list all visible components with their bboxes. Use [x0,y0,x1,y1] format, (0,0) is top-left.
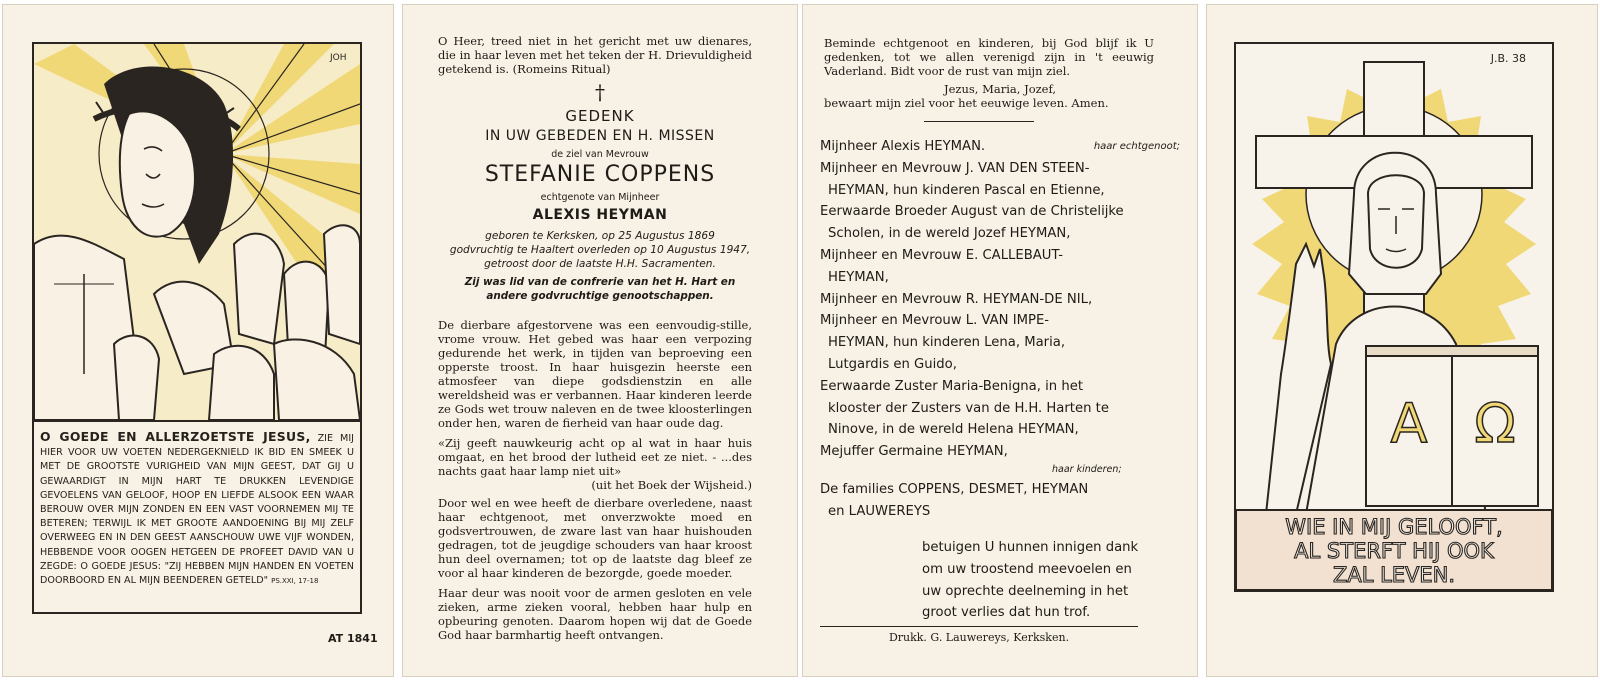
prayer-lead: O GOEDE EN ALLERZOETSTE JESUS, [40,429,311,444]
gedenk-heading: GEDENK [565,107,635,125]
children-note: haar kinderen; [1052,464,1122,475]
spouse-name: ALEXIS HEYMAN [532,207,668,223]
thanks-text [922,537,1162,624]
panel-holy-image [2,4,394,677]
omega-letter: Ω [1474,392,1516,455]
family-line: Lutgardis en Guido, [828,356,957,372]
printer-divider [820,626,1138,627]
thanks-line: om uw troostend meevoelen en [922,561,1132,577]
panel-obituary [402,4,798,677]
card-number: AT 1841 [328,632,378,645]
image-frame [32,42,362,614]
family-line: Eerwaarde Broeder August van de Christelijke [820,204,1124,220]
image-frame [1234,42,1554,592]
biography-paragraph: De dierbare afgestorvene was een eenvoudig-stille, vrome vrouw. Het gebed was haar een verpozing gedurende het werk, in tijden van beproeving een opperste troost. In haar huisgezin heerste een atmosfeer van diepe godsdienstzin en alle wereldsheid was er verbannen. Haar kinderen leerde ze Gods wet trouw naleven en de twee kloosterlingen onder hen, waren de fierheid van haar oude dag. [438,318,752,430]
verse-line-1: WIE IN MIJ GELOOFT, [1285,515,1503,539]
quote-source: (uit het Boek der Wijsheid.) [591,478,752,492]
printer-credit: Drukk. G. Lauwereys, Kerksken. [888,631,1070,644]
intro-prayer: O Heer, treed niet in het gericht met uw dienares, die in haar leven met het teken der H. Drievuldigheid getekend is. (Romeins Ritual) [438,34,752,76]
verse-line-2: AL STERFT HIJ OOK [1294,539,1494,563]
family-line: Ninove, in de wereld Helena HEYMAN, [828,422,1079,438]
family-line: Mijnheer en Mevrouw E. CALLEBAUT- [820,247,1064,263]
family-line: Mijnheer en Mevrouw R. HEYMAN-DE NIL, [820,291,1093,307]
sacraments-line: getroost door de laatste H.H. Sacramenten. [484,258,716,270]
deceased-name: STEFANIE COPPENS [484,162,716,187]
charity-paragraph: Haar deur was nooit voor de armen gesloten en vele zieken, arme zieken vooral, hebben haar hulp en opbeuring genoten. Daarom hopen wij dat de Goede God haar barmhartig heeft ontvangen. [438,586,752,642]
family-line: Mijnheer en Mevrouw J. VAN DEN STEEN- [820,160,1090,176]
ejaculation-1: Jezus, Maria, Jozef, [944,82,1056,96]
ejaculation-2: bewaart mijn ziel voor het eeuwige leven. Amen. [824,96,1109,110]
family-line: Mijnheer en Mevrouw L. VAN IMPE- [820,313,1050,329]
prayer-body: ZIE MIJ HIER VOOR UW VOETEN NEDERGEKNIELD IK BID EN SMEEK U MET DE GROOTSTE VURIGHEID VAN MIJN GEEST, DAT GIJ U GEWAARDIGT IN MIJN HART TE DRUKKEN LEVENDIGE GEVOELENS VAN GELOOF, HOOP EN LIEFDE ALSOOK EEN WAAR BEROUW OVER MIJN ZONDEN EN EEN VAST VOORNEMEN MIJ TE BETEREN; TERWIJL IK MET GROOTE AANDOENING BIJ MIJ ZELF OVERWEEG EN IN DEN GEEST AANSCHOUW UWE VIJF WONDEN, HEBBENDE VOOR OOGEN HETGEEN DE PROFEET DAVID VAN U ZEGDE: O GOEDE JESUS: "ZIJ HEBBEN MIJN HANDEN EN VOETEN DOORBOORD EN AL MIJN BEENDEREN GETELD" [40,433,354,587]
panel-christ-alpha-omega [1206,4,1598,677]
family-line: HEYMAN, hun kinderen Lena, Maria, [828,335,1066,351]
family-line: klooster der Zusters van de H.H. Harten te [828,400,1109,416]
family-line: HEYMAN, [828,269,889,285]
thanks-line: uw oprechte deelneming in het [922,583,1129,599]
prayer-note: PS.XXI, 17-18 [271,577,319,586]
tribute-paragraph: Door wel en wee heeft de dierbare overledene, naast haar echtgenoot, met onverzwokte moed en godsvertrouwen, de zware last van haar huishouden gedragen, tot de jeugdige schouders van haar kroost hun deel overnamen; tot op de laatste dag bleef ze voor al haar kinderen de bezorgde, goede moeder. [438,496,752,580]
membership: Zij was lid van de confrerie van het H. Hart en andere godvruchtige genootschappen. [464,276,736,302]
family-list [820,136,1180,463]
family-line: Mejuffer Germaine HEYMAN, [820,444,1008,460]
birth-line: geboren te Kerksken, op 25 Augustus 1869 [485,230,715,242]
scripture-quote: «Zij geeft nauwkeurig acht op al wat in haar huis omgaat, en het brood der lutheid eet ze niet. - ...des nachts gaat haar lamp niet uit» [438,436,752,478]
prayer-text [40,430,354,588]
farewell-text: Beminde echtgenoot en kinderen, bij God blijf ik U gedenken, tot we allen verenigd zijn in 't eeuwig Vaderland. Bidt voor de rust van mijn ziel. [824,36,1154,78]
verse-line-3: ZAL LEVEN. [1332,563,1456,587]
families-line-2: en LAUWEREYS [828,504,931,519]
divider [924,121,1034,122]
family-line: Scholen, in de wereld Jozef HEYMAN, [828,226,1071,242]
prayer-request: IN UW GEBEDEN EN H. MISSEN [485,128,715,144]
thanks-line: groot verlies dat hun trof. [922,605,1091,621]
christ-crowned-illustration [34,44,360,422]
death-line: godvruchtig te Haaltert overleden op 10 Augustus 1947, [449,244,751,256]
family-line: Mijnheer Alexis HEYMAN. haar echtgenoot; [820,139,1180,154]
panel-family [802,4,1198,677]
spouse-label: echtgenote van Mijnheer [540,192,660,203]
families-line-1: De families COPPENS, DESMET, HEYMAN [820,482,1089,497]
alpha-letter: A [1390,392,1428,455]
family-line: Eerwaarde Zuster Maria-Benigna, in het [820,378,1083,394]
thanks-line: betuigen U hunnen innigen dank [922,540,1139,555]
soul-label: de ziel van Mevrouw [551,149,649,160]
cross-glyph: † [595,80,605,104]
artist-mark: JOH [330,53,347,63]
family-line: HEYMAN, hun kinderen Pascal en Etienne, [828,182,1105,198]
signature: J.B. 38 [1490,52,1526,65]
